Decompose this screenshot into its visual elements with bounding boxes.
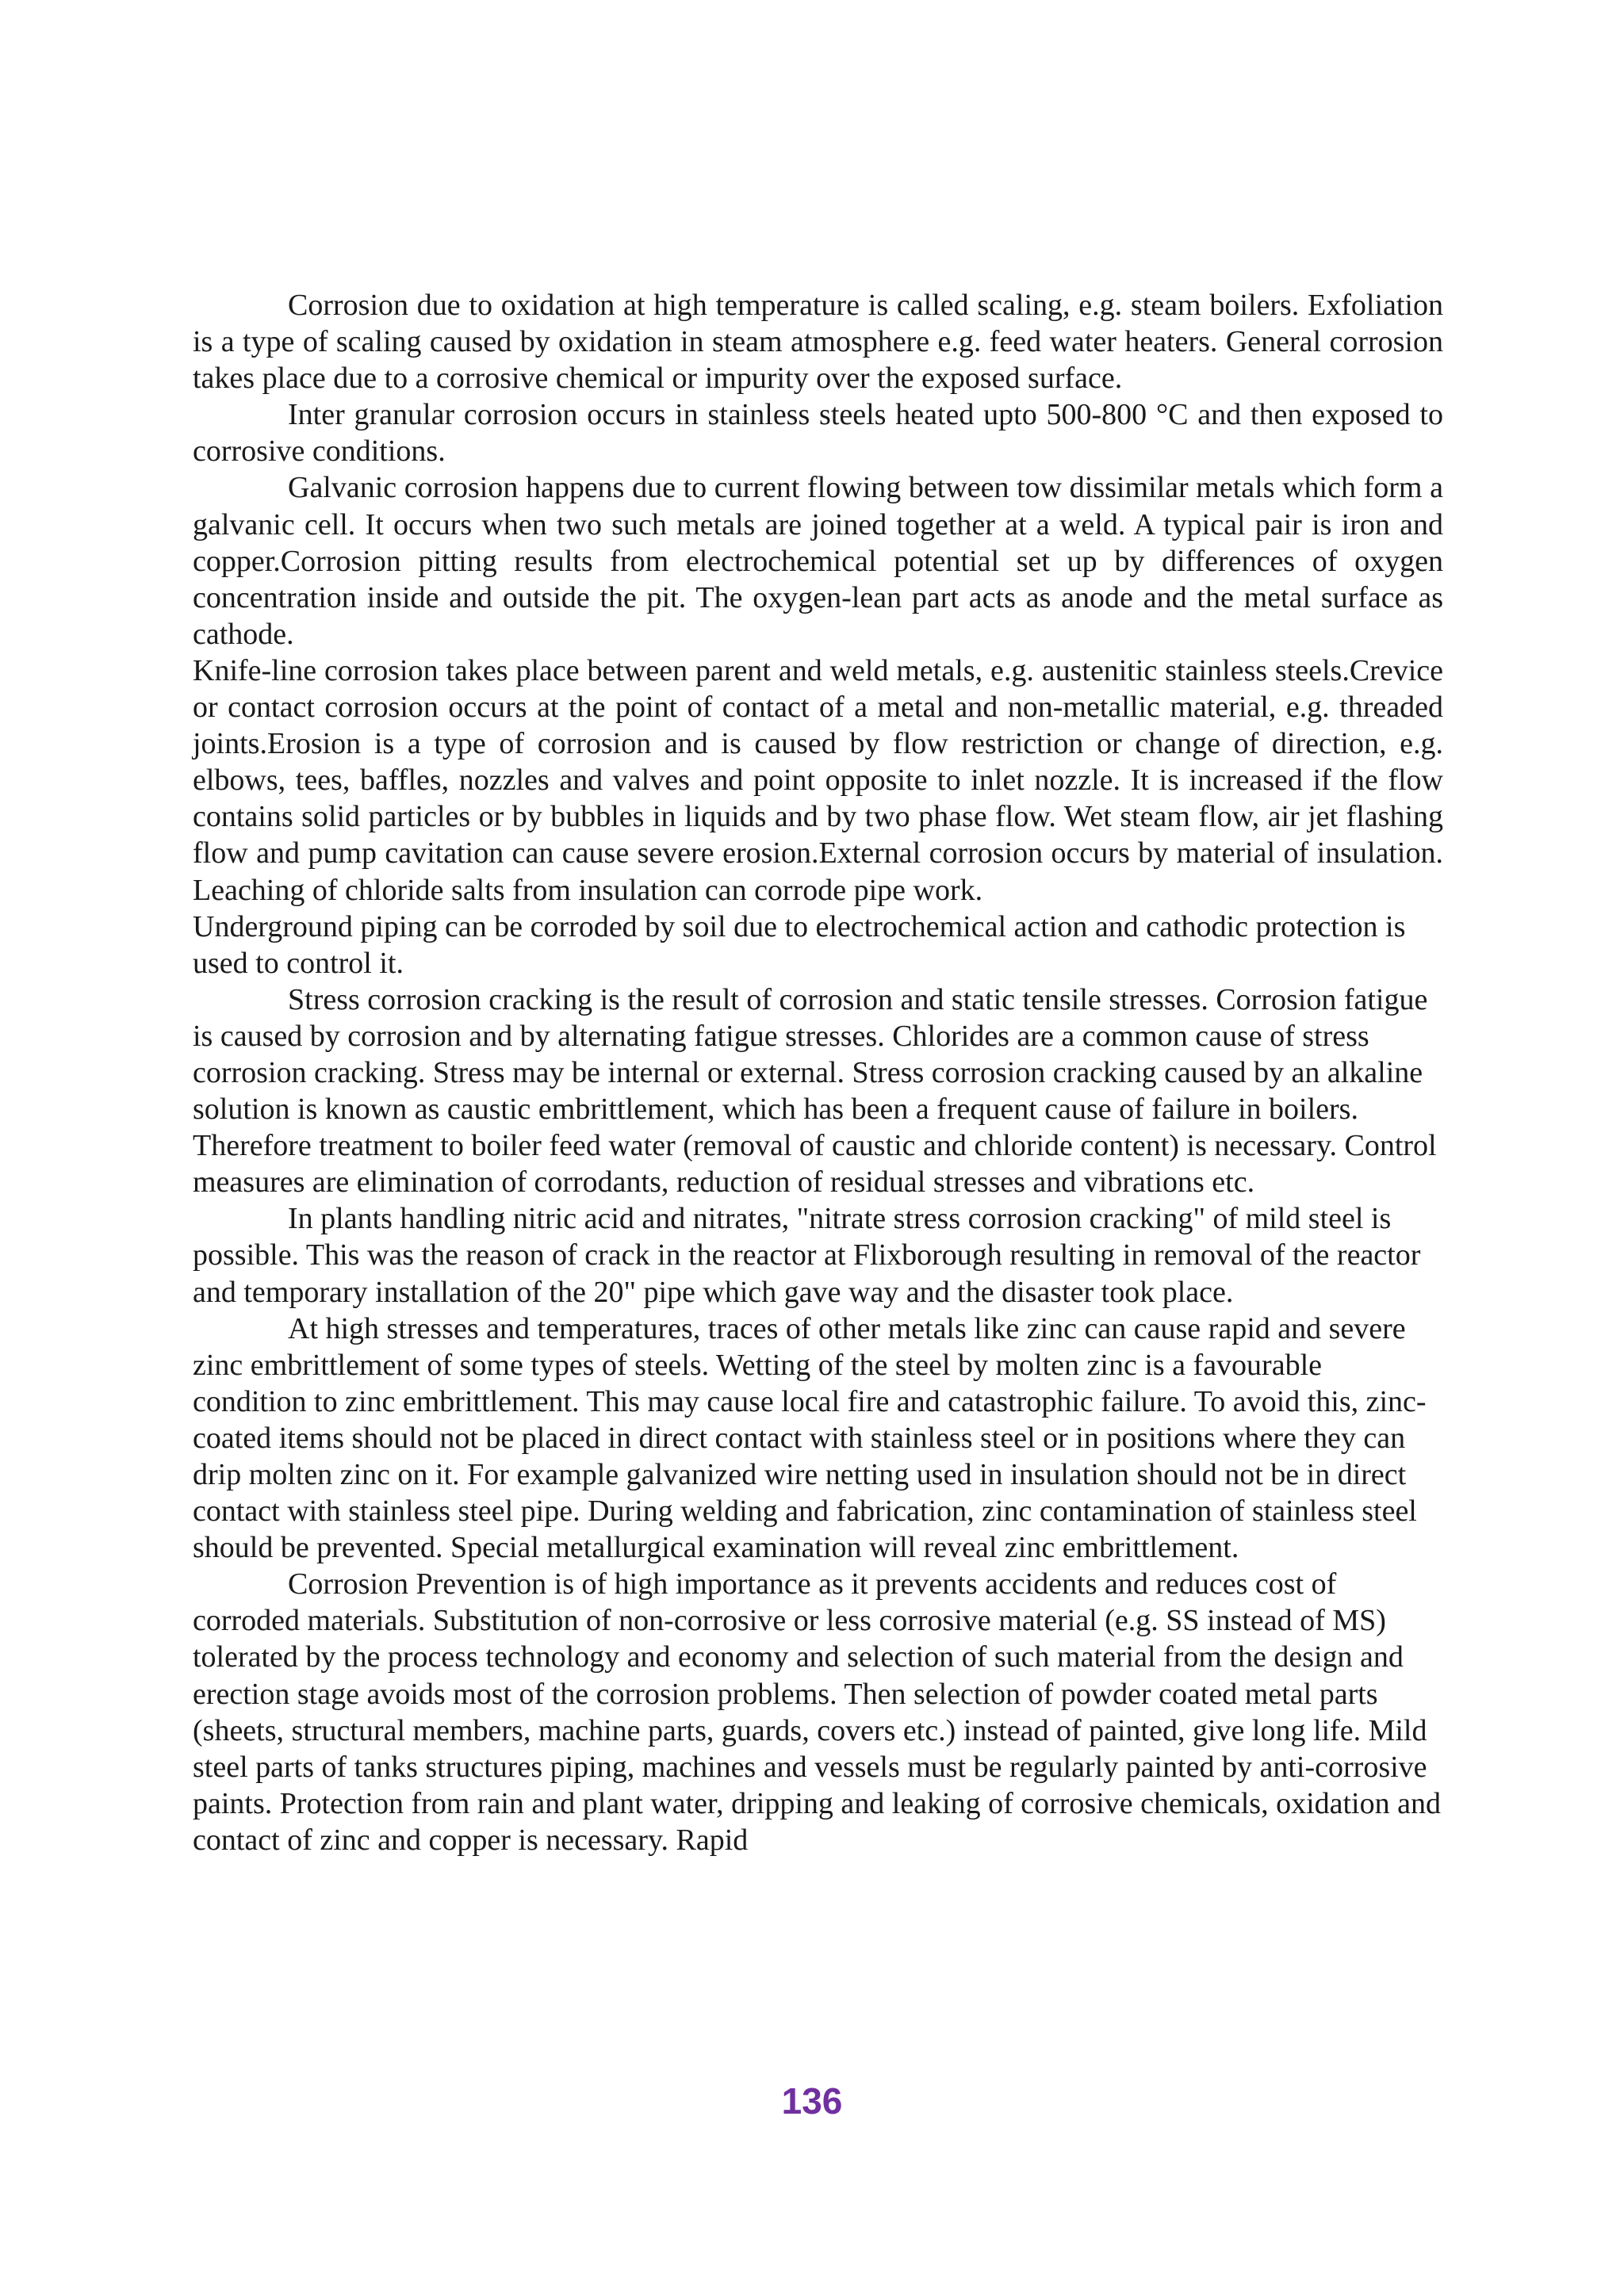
body-text bbox=[193, 287, 1443, 1858]
paragraph-zinc-embrittlement: At high stresses and temperatures, traces of other metals like zinc can cause rapid and severe zinc embrittlement of some types of steels. Wetting of the steel by molten zinc is a favourable condition to zinc embrittlement. This may cause local fire and catastrophic failure. To avoid this, zinc-coated items should not be placed in direct contact with stainless steel or in positions where they can drip molten zinc on it. For example galvanized wire netting used in insulation should not be in direct contact with stainless steel pipe. During welding and fabrication, zinc contamination of stainless steel should be prevented. Special metallurgical examination will reveal zinc embrittlement. bbox=[193, 1311, 1427, 1565]
paragraph-nitrate-stress-corrosion: In plants handling nitric acid and nitrates, "nitrate stress corrosion cracking" of mild steel is possible. This was the reason of crack in the reactor at Flixborough resulting in removal of the reactor and temporary installation of the 20" pipe which gave way and the disaster took place. bbox=[193, 1202, 1421, 1309]
paragraph-corrosion-prevention: Corrosion Prevention is of high importance as it prevents accidents and reduces cost of corroded materials. Substitution of non-corrosive or less corrosive material (e.g. SS instead of MS) tolerated by the process technology and economy and selection of such material from the design and erection stage avoids most of the corrosion problems. Then selection of powder coated metal parts (sheets, structural members, machine parts, guards, covers etc.) instead of painted, give long life. Mild steel parts of tanks structures piping, machines and vessels must be regularly painted by anti-corrosive paints. Protection from rain and plant water, dripping and leaking of corrosive chemicals, oxidation and contact of zinc and copper is necessary. Rapid bbox=[193, 1567, 1441, 1857]
paragraph-galvanic-corrosion: Galvanic corrosion happens due to current flowing between tow dissimilar metals which form a galvanic cell. It occurs when two such metals are joined together at a weld. A typical pair is iron and copper.Corrosion pitting results from electrochemical potential set up by differences of oxygen concentration inside and outside the pit. The oxygen-lean part acts as anode and the metal surface as cathode. bbox=[193, 471, 1443, 651]
paragraph-knife-line-corrosion: Knife-line corrosion takes place between parent and weld metals, e.g. austenitic stainless steels.Crevice or contact corrosion occurs at the point of contact of a metal and non-metallic material, e.g. threaded joints.Erosion is a type of corrosion and is caused by flow restriction or change of direction, e.g. elbows, tees, baffles, nozzles and valves and point opposite to inlet nozzle. It is increased if the flow contains solid particles or by bubbles in liquids and by two phase flow. Wet steam flow, air jet flashing flow and pump cavitation can cause severe erosion.External corrosion occurs by material of insulation. Leaching of chloride salts from insulation can corrode pipe work. bbox=[193, 653, 1443, 907]
paragraph-inter-granular-corrosion: Inter granular corrosion occurs in stainless steels heated upto 500-800 °C and then exposed to corrosive conditions. bbox=[193, 398, 1443, 469]
paragraph-underground-piping: Underground piping can be corroded by soil due to electrochemical action and cathodic protection is used to control it. bbox=[193, 909, 1406, 980]
paragraph-scaling: Corrosion due to oxidation at high temperature is called scaling, e.g. steam boilers. Exfoliation is a type of scaling caused by oxidation in steam atmosphere e.g. feed water heaters. General corrosion takes place due to a corrosive chemical or impurity over the exposed surface. bbox=[193, 289, 1443, 396]
paragraph-stress-corrosion-cracking: Stress corrosion cracking is the result of corrosion and static tensile stresses. Corrosion fatigue is caused by corrosion and by alternating fatigue stresses. Chlorides are a common cause of stress corrosion cracking. Stress may be internal or external. Stress corrosion cracking caused by an alkaline solution is known as caustic embrittlement, which has been a frequent cause of failure in boilers. Therefore treatment to boiler feed water (removal of caustic and chloride content) is necessary. Control measures are elimination of corrodants, reduction of residual stresses and vibrations etc. bbox=[193, 982, 1437, 1200]
page-number: 136 bbox=[781, 2080, 843, 2122]
